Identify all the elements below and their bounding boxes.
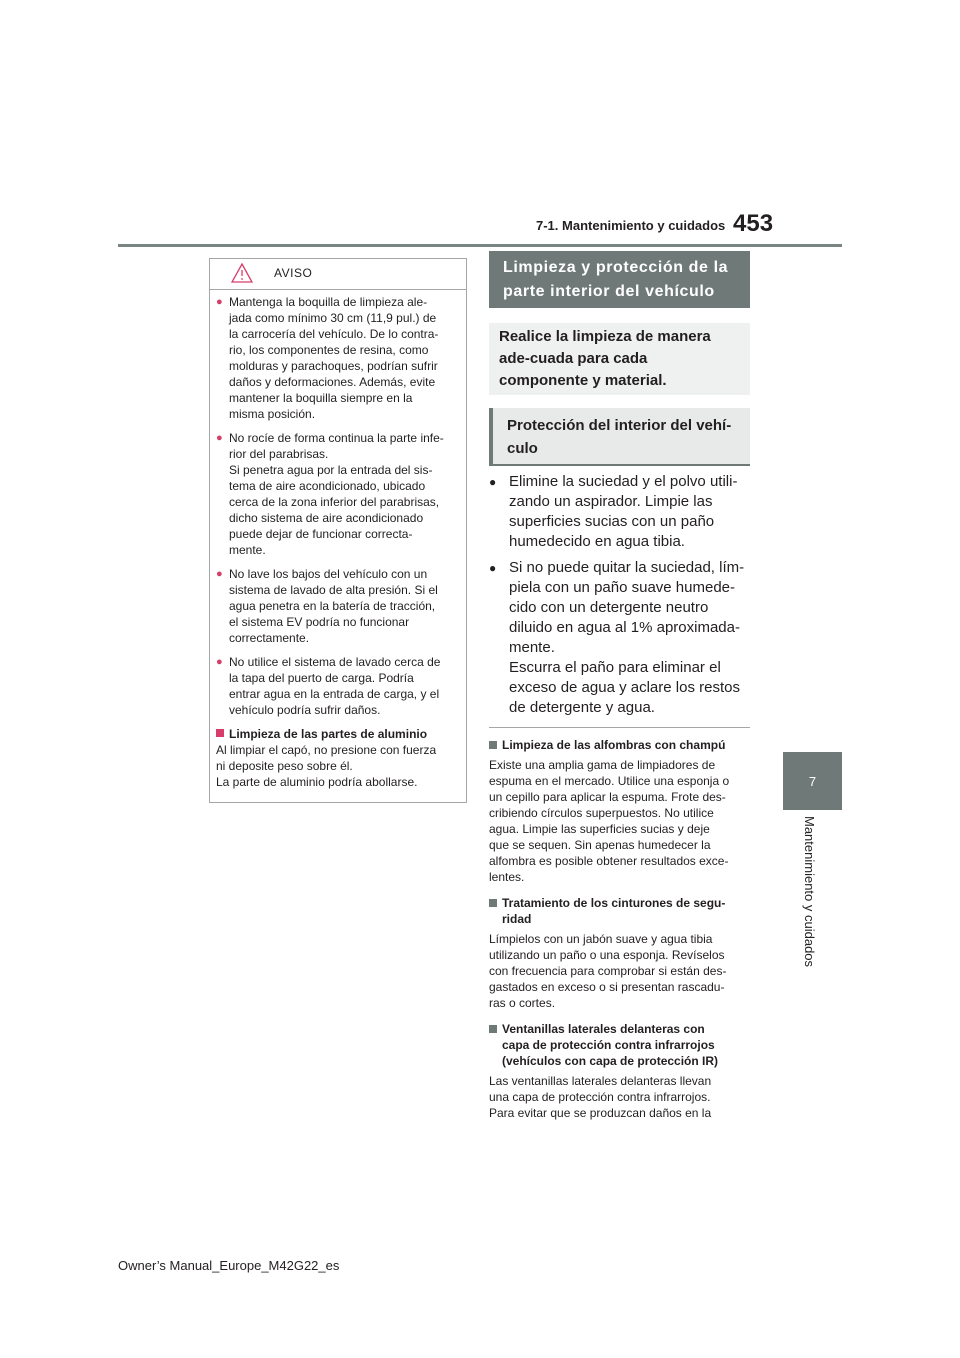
warning-item-text: No lave los bajos del vehículo con un sistema de lavado de alta presión. Si el agua penetra en la batería de tracción, el sistema EV podría no funcionar correctamente. xyxy=(229,567,438,645)
list-item-text: Elimine la suciedad y el polvo utili- zando un aspirador. Limpie las superficies sucias con un paño humedecido en agua tibia. xyxy=(509,473,738,550)
subsection-heading xyxy=(489,1021,751,1069)
subsection-heading-text: Ventanillas laterales delanteras con capa de protección contra infrarrojos (vehículos con capa de protección IR) xyxy=(502,1022,719,1068)
section-intro: Realice la limpieza de manera ade-cuada para cada componente y material. xyxy=(489,323,750,395)
footer-text: Owner’s Manual_Europe_M42G22_es xyxy=(118,1258,340,1273)
warning-item-text: Mantenga la boquilla de limpieza ale- jada como mínimo 30 cm (11,9 pul.) de la carrocería del vehículo. De lo contra- rio, los componentes de resina, como molduras y parachoques, podrían sufrir daños y deformaciones. Además, evite mantener la boquilla siempre en la misma posición. xyxy=(229,295,439,421)
bullet-icon: ● xyxy=(489,475,497,489)
warning-subheading xyxy=(216,726,460,742)
warning-item xyxy=(216,654,460,718)
page-number: 453 xyxy=(733,210,774,237)
subsection-text: Existe una amplia gama de limpiadores de espuma en el mercado. Utilice una esponja o un cepillo para aplicar la espuma. Frote des- cribiendo círculos superpuestos. No utilice agua. Limpie las superficies sucias y deje que se sequen. Sin apenas humedecer la alfombra es posible obtener resultados exce- lentes. xyxy=(489,758,730,884)
warning-header xyxy=(210,259,466,290)
warning-item-text: No rocíe de forma continua la parte infe- rior del parabrisas. Si penetra agua por la entrada del sis- tema de aire acondicionado, ubicado cerca de la zona inferior del parabrisas, dicho sistema de aire acondicionado puede dejar de funcionar correcta- mente. xyxy=(229,431,444,557)
square-bullet-icon xyxy=(489,741,497,749)
section-divider xyxy=(489,727,750,728)
list-item xyxy=(489,472,754,552)
warning-body xyxy=(210,290,466,790)
subsection-text: Límpielos con un jabón suave y agua tibia utilizando un paño o una esponja. Revíselos con frecuencia para comprobar si están des- gastados en exceso o si presentan rascadu- ras o cortes. xyxy=(489,932,727,1010)
square-bullet-icon xyxy=(489,1025,497,1033)
chapter-tab[interactable] xyxy=(783,752,842,810)
bullet-icon: ● xyxy=(489,561,497,575)
subsection-heading xyxy=(489,737,751,753)
section-title: Limpieza y protección de la parte interior del vehículo xyxy=(489,251,750,308)
list-item-text: Si no puede quitar la suciedad, lím- piela con un paño suave humede- cido con un detergente neutro diluido en agua al 1% aproximada- mente. Escurra el paño para eliminar el exceso de agua y aclare los restos de detergente y agua. xyxy=(509,559,745,716)
subsection-heading xyxy=(489,895,751,927)
warning-item xyxy=(216,294,460,422)
chapter-number: 7 xyxy=(808,773,817,789)
subsection-heading-text: Tratamiento de los cinturones de segu- ridad xyxy=(502,896,726,926)
warning-subheading-text: Limpieza de las partes de aluminio xyxy=(229,727,428,741)
warning-label: AVISO xyxy=(274,266,313,280)
chapter-title: Mantenimiento y cuidados xyxy=(802,816,817,968)
warning-triangle-icon xyxy=(231,263,253,283)
warning-box xyxy=(209,258,467,803)
bullet-icon: ● xyxy=(216,432,223,444)
bullet-icon: ● xyxy=(216,296,223,308)
subsection-heading-text: Limpieza de las alfombras con champú xyxy=(502,738,726,752)
section-header: 7-1. Mantenimiento y cuidados xyxy=(536,218,726,233)
warning-item-text: No utilice el sistema de lavado cerca de la tapa del puerto de carga. Podría entrar agua en la entrada de carga, y el vehículo podría sufrir daños. xyxy=(229,655,441,717)
subsection-title: Protección del interior del vehí-culo xyxy=(489,408,750,466)
cleaning-bullets xyxy=(489,472,754,724)
square-bullet-icon xyxy=(489,899,497,907)
warning-subtext: Al limpiar el capó, no presione con fuerza ni deposite peso sobre él. La parte de aluminio podría abollarse. xyxy=(216,743,437,789)
warning-item xyxy=(216,566,460,646)
warning-item xyxy=(216,430,460,558)
bullet-icon: ● xyxy=(216,568,223,580)
subsections xyxy=(489,731,751,1121)
subsection-text: Las ventanillas laterales delanteras llevan una capa de protección contra infrarrojos. Para evitar que se produzcan daños en la xyxy=(489,1074,712,1120)
square-bullet-icon xyxy=(216,729,224,737)
bullet-icon: ● xyxy=(216,656,223,668)
list-item xyxy=(489,558,754,718)
header-divider xyxy=(118,244,842,247)
